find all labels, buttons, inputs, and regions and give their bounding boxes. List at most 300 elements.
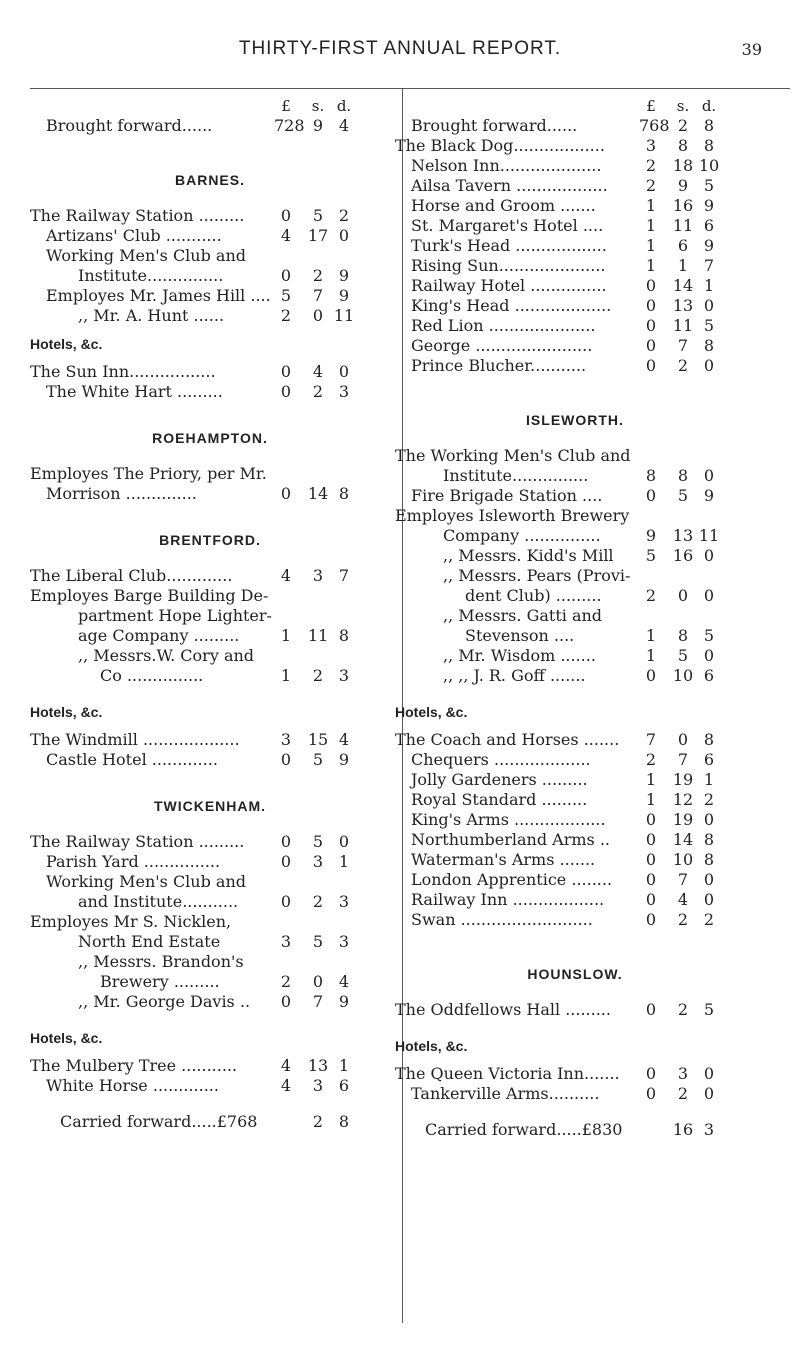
entry-shillings: 11 <box>672 216 694 235</box>
entry-pence: 8 <box>338 1112 350 1131</box>
section-heading-barnes: BARNES. <box>174 172 245 188</box>
ledger-row <box>395 850 755 870</box>
entry-label: Institute............... <box>78 266 224 285</box>
ledger-row <box>30 750 390 770</box>
hounslow-list <box>395 1000 755 1020</box>
entry-shillings: 11 <box>307 626 329 645</box>
entry-label: Brought forward...... <box>46 116 213 135</box>
entry-label: Royal Standard ......... <box>411 790 588 809</box>
ledger-row <box>395 256 755 276</box>
entry-shillings: 0 <box>677 586 689 605</box>
entry-pence: 11 <box>333 306 355 325</box>
entry-shillings: 18 <box>672 156 694 175</box>
entry-pence: 8 <box>703 730 715 749</box>
entry-label: ,, Mr. George Davis .. <box>78 992 251 1011</box>
entry-pounds: 8 <box>645 466 657 485</box>
units-header <box>395 96 755 116</box>
right-column <box>395 96 755 1140</box>
entry-shillings: 13 <box>672 526 694 545</box>
entry-label: The Railway Station ......... <box>30 206 245 225</box>
entry-label: The Windmill ................... <box>30 730 240 749</box>
entry-pounds: 0 <box>645 356 657 375</box>
entry-label: The Liberal Club............. <box>30 566 233 585</box>
entry-pounds: 5 <box>280 286 292 305</box>
entry-shillings: 8 <box>677 136 689 155</box>
entry-label: The Black Dog.................. <box>395 136 605 155</box>
entry-pounds: 1 <box>280 666 292 685</box>
entry-pence: 2 <box>703 910 715 929</box>
entry-pounds: 3 <box>645 136 657 155</box>
ledger-row <box>30 912 390 932</box>
entry-label: Northumberland Arms .. <box>411 830 610 849</box>
entry-shillings: 2 <box>677 910 689 929</box>
ledger-row <box>395 316 755 336</box>
ledger-row <box>30 266 390 286</box>
entry-pence: 8 <box>338 484 350 503</box>
entry-label: Swan .......................... <box>411 910 593 929</box>
entry-shillings: 2 <box>677 1084 689 1103</box>
entry-label: Horse and Groom ....... <box>411 196 596 215</box>
brought-forward-row <box>395 116 755 136</box>
entry-label: Turk's Head .................. <box>411 236 607 255</box>
ledger-row <box>395 870 755 890</box>
entry-pounds: 0 <box>280 992 292 1011</box>
ledger-row <box>30 832 390 852</box>
entry-shillings: 0 <box>677 730 689 749</box>
entry-shillings: 12 <box>672 790 694 809</box>
entry-shillings: 7 <box>677 870 689 889</box>
entry-shillings: 16 <box>672 1120 694 1139</box>
entry-label: The White Hart ......... <box>46 382 223 401</box>
ledger-row <box>395 216 755 236</box>
entry-pence: 0 <box>703 810 715 829</box>
entry-pounds: 0 <box>280 852 292 871</box>
entry-pence: 3 <box>338 932 350 951</box>
entry-pounds: 1 <box>645 646 657 665</box>
entry-label: The Queen Victoria Inn....... <box>395 1064 620 1083</box>
entry-pounds: 0 <box>645 1064 657 1083</box>
entry-label: The Oddfellows Hall ......... <box>395 1000 611 1019</box>
isleworth-list <box>395 446 755 686</box>
page-number: 39 <box>741 40 762 59</box>
hotels-subheading: Hotels, &c. <box>395 704 468 720</box>
ledger-row <box>395 730 755 750</box>
entry-pence: 7 <box>338 566 350 585</box>
ledger-row <box>395 790 755 810</box>
entry-pounds: 0 <box>645 830 657 849</box>
entry-pounds: 1 <box>645 196 657 215</box>
entry-shillings: 13 <box>307 1056 329 1075</box>
entry-label: Chequers ................... <box>411 750 591 769</box>
ledger-row <box>30 606 390 626</box>
entry-pence: 9 <box>703 236 715 255</box>
entry-shillings: 1 <box>677 256 689 275</box>
entry-pence: 0 <box>703 296 715 315</box>
entry-label: Fire Brigade Station .... <box>411 486 603 505</box>
entry-shillings: 3 <box>677 1064 689 1083</box>
entry-pounds: 9 <box>645 526 657 545</box>
entry-pounds: 0 <box>645 296 657 315</box>
ledger-row <box>395 136 755 156</box>
ledger-row <box>30 566 390 586</box>
ledger-row <box>30 286 390 306</box>
hotels-subheading: Hotels, &c. <box>30 336 103 352</box>
entry-label: The Working Men's Club and <box>395 446 631 465</box>
ledger-row <box>30 246 390 266</box>
entry-pounds: 2 <box>280 972 292 991</box>
shillings-unit: s. <box>311 97 325 115</box>
entry-shillings: 14 <box>672 276 694 295</box>
entry-shillings: 14 <box>307 484 329 503</box>
entry-shillings: 9 <box>312 116 324 135</box>
entry-pence: 4 <box>338 116 350 135</box>
entry-pence: 0 <box>703 586 715 605</box>
entry-pence: 0 <box>703 646 715 665</box>
entry-shillings: 5 <box>677 486 689 505</box>
entry-label: North End Estate <box>78 932 221 951</box>
entry-shillings: 0 <box>312 972 324 991</box>
entry-label: Parish Yard ............... <box>46 852 221 871</box>
left-column <box>30 96 390 1132</box>
entry-label: Brought forward...... <box>411 116 578 135</box>
entry-label: Stevenson .... <box>465 626 575 645</box>
entry-shillings: 6 <box>677 236 689 255</box>
entry-label: The Railway Station ......... <box>30 832 245 851</box>
entry-pounds: 1 <box>280 626 292 645</box>
entry-pence: 5 <box>703 176 715 195</box>
entry-shillings: 10 <box>672 850 694 869</box>
ledger-row <box>30 932 390 952</box>
entry-pounds: 0 <box>645 910 657 929</box>
entry-pounds: 0 <box>645 336 657 355</box>
entry-pounds: 0 <box>280 484 292 503</box>
ledger-row <box>30 362 390 382</box>
ledger-row <box>395 586 755 606</box>
ledger-row <box>395 810 755 830</box>
entry-pounds: 4 <box>280 226 292 245</box>
ledger-row <box>395 890 755 910</box>
hotels-subheading: Hotels, &c. <box>30 1030 103 1046</box>
entry-pence: 8 <box>703 116 715 135</box>
entry-pence: 5 <box>703 626 715 645</box>
entry-pence: 0 <box>338 362 350 381</box>
entry-label: Employes Barge Building De- <box>30 586 269 605</box>
brought-forward-row <box>30 116 390 136</box>
ledger-row <box>395 336 755 356</box>
entry-pence: 0 <box>703 870 715 889</box>
entry-pence: 11 <box>698 526 720 545</box>
entry-pence: 0 <box>703 466 715 485</box>
twickenham-list <box>30 832 390 1012</box>
units-header <box>30 96 390 116</box>
entry-shillings: 7 <box>677 750 689 769</box>
ledger-row <box>395 666 755 686</box>
ledger-row <box>395 466 755 486</box>
report-title: THIRTY-FIRST ANNUAL REPORT. <box>238 38 562 59</box>
entry-pence: 2 <box>703 790 715 809</box>
entry-label: ,, Messrs.W. Cory and <box>78 646 255 665</box>
entry-pounds: 3 <box>280 730 292 749</box>
entry-label: dent Club) ......... <box>465 586 602 605</box>
ledger-row <box>30 852 390 872</box>
entry-shillings: 9 <box>677 176 689 195</box>
entry-label: Institute............... <box>443 466 589 485</box>
entry-pence: 8 <box>703 830 715 849</box>
pence-unit: d. <box>701 97 717 115</box>
entry-pence: 0 <box>703 890 715 909</box>
ledger-row <box>395 486 755 506</box>
entry-shillings: 3 <box>312 1076 324 1095</box>
carried-forward-row <box>395 1120 755 1140</box>
ledger-row <box>395 356 755 376</box>
entry-pence: 10 <box>698 156 720 175</box>
ledger-row <box>395 1000 755 1020</box>
entry-label: Waterman's Arms ....... <box>411 850 596 869</box>
entry-label: age Company ......... <box>78 626 240 645</box>
page-header <box>0 38 800 68</box>
roehampton-list <box>30 464 390 504</box>
entry-shillings: 19 <box>672 810 694 829</box>
entry-label: Brewery ......... <box>100 972 220 991</box>
entry-pence: 9 <box>338 992 350 1011</box>
ledger-row <box>395 506 755 526</box>
entry-pounds: 0 <box>280 832 292 851</box>
entry-pence: 8 <box>703 850 715 869</box>
entry-pounds: 0 <box>645 890 657 909</box>
entry-label: King's Head ................... <box>411 296 612 315</box>
entry-label: Rising Sun..................... <box>411 256 606 275</box>
entry-label: The Sun Inn................. <box>30 362 216 381</box>
ledger-row <box>30 484 390 504</box>
entry-pence: 9 <box>703 486 715 505</box>
ledger-row <box>30 952 390 972</box>
ledger-row <box>395 910 755 930</box>
ledger-row <box>395 526 755 546</box>
entry-shillings: 5 <box>677 646 689 665</box>
ledger-row <box>395 566 755 586</box>
brentford-list <box>30 566 390 686</box>
entry-label: Carried forward.....£830 <box>425 1120 623 1139</box>
entry-shillings: 15 <box>307 730 329 749</box>
entry-pence: 7 <box>703 256 715 275</box>
entry-shillings: 2 <box>312 1112 324 1131</box>
section-heading-twickenham: TWICKENHAM. <box>153 798 267 814</box>
entry-pounds: 0 <box>280 382 292 401</box>
pounds-unit: £ <box>646 97 656 115</box>
entry-label: ,, ,, J. R. Goff ....... <box>443 666 586 685</box>
barnes-hotels-list <box>30 362 390 402</box>
entry-pence: 9 <box>703 196 715 215</box>
entry-pounds: 0 <box>280 266 292 285</box>
entry-pence: 9 <box>338 286 350 305</box>
entry-shillings: 2 <box>312 382 324 401</box>
entry-pounds: 0 <box>645 1084 657 1103</box>
entry-pence: 6 <box>703 666 715 685</box>
section-heading-brentford: BRENTFORD. <box>159 532 261 548</box>
entry-pounds: 1 <box>645 626 657 645</box>
entry-pounds: 1 <box>645 236 657 255</box>
entry-shillings: 2 <box>677 116 689 135</box>
entry-pounds: 0 <box>280 892 292 911</box>
entry-label: Castle Hotel ............. <box>46 750 218 769</box>
entry-label: Morrison .............. <box>46 484 197 503</box>
pounds-unit: £ <box>281 97 291 115</box>
ledger-row <box>30 226 390 246</box>
entry-pounds: 1 <box>645 770 657 789</box>
entry-shillings: 16 <box>672 546 694 565</box>
entry-shillings: 5 <box>312 206 324 225</box>
entry-label: King's Arms .................. <box>411 810 606 829</box>
entry-label: Jolly Gardeners ......... <box>411 770 588 789</box>
entry-pence: 3 <box>338 892 350 911</box>
entry-shillings: 7 <box>677 336 689 355</box>
ledger-row <box>395 296 755 316</box>
entry-label: Working Men's Club and <box>46 872 247 891</box>
entry-pence: 6 <box>703 216 715 235</box>
entry-label: Artizans' Club ........... <box>46 226 222 245</box>
hotels-subheading: Hotels, &c. <box>30 704 103 720</box>
entry-pounds: 0 <box>645 1000 657 1019</box>
ledger-row <box>30 382 390 402</box>
hounslow-hotels-list <box>395 1064 755 1104</box>
entry-label: Company ............... <box>443 526 601 545</box>
ledger-row <box>30 206 390 226</box>
entry-shillings: 5 <box>312 750 324 769</box>
entry-pounds: 1 <box>645 216 657 235</box>
entry-pounds: 768 <box>639 116 670 135</box>
entry-shillings: 4 <box>312 362 324 381</box>
entry-shillings: 3 <box>312 852 324 871</box>
entry-pounds: 0 <box>645 666 657 685</box>
entry-label: ,, Messrs. Kidd's Mill <box>443 546 614 565</box>
entry-shillings: 17 <box>307 226 329 245</box>
ledger-row <box>30 666 390 686</box>
entry-label: ,, Messrs. Brandon's <box>78 952 244 971</box>
ledger-row <box>395 546 755 566</box>
ledger-row <box>395 176 755 196</box>
entry-pence: 9 <box>338 750 350 769</box>
ledger-row <box>30 992 390 1012</box>
entry-pounds: 0 <box>645 276 657 295</box>
twickenham-hotels-list <box>30 1056 390 1096</box>
entry-label: White Horse ............. <box>46 1076 219 1095</box>
entry-pounds: 2 <box>645 750 657 769</box>
entry-pence: 1 <box>338 852 350 871</box>
entry-shillings: 0 <box>312 306 324 325</box>
barnes-list <box>30 206 390 326</box>
ledger-row <box>395 646 755 666</box>
entry-label: ,, Messrs. Gatti and <box>443 606 603 625</box>
entry-label: George ....................... <box>411 336 593 355</box>
section-heading-roehampton: ROEHAMPTON. <box>152 430 268 446</box>
entry-pounds: 3 <box>280 932 292 951</box>
entry-pounds: 4 <box>280 1056 292 1075</box>
entry-pounds: 1 <box>645 790 657 809</box>
section-heading-hounslow: HOUNSLOW. <box>527 966 623 982</box>
ledger-row <box>30 730 390 750</box>
entry-pence: 1 <box>703 770 715 789</box>
entry-shillings: 3 <box>312 566 324 585</box>
ledger-row <box>30 972 390 992</box>
ledger-row <box>395 196 755 216</box>
entry-label: Ailsa Tavern .................. <box>411 176 608 195</box>
entry-label: ,, Mr. A. Hunt ...... <box>78 306 225 325</box>
pence-unit: d. <box>336 97 352 115</box>
entry-pence: 3 <box>338 382 350 401</box>
entry-label: The Mulbery Tree ........... <box>30 1056 238 1075</box>
entry-label: Employes Mr S. Nicklen, <box>30 912 232 931</box>
entry-shillings: 2 <box>677 356 689 375</box>
ledger-row <box>395 276 755 296</box>
ledger-row <box>30 646 390 666</box>
entry-label: The Coach and Horses ....... <box>395 730 620 749</box>
entry-shillings: 7 <box>312 992 324 1011</box>
entry-pounds: 728 <box>274 116 305 135</box>
entry-label: partment Hope Lighter- <box>78 606 272 625</box>
shillings-unit: s. <box>676 97 690 115</box>
entry-label: Tankerville Arms.......... <box>411 1084 600 1103</box>
ledger-row <box>395 626 755 646</box>
ledger-row <box>395 750 755 770</box>
entry-shillings: 19 <box>672 770 694 789</box>
ledger-row <box>30 306 390 326</box>
entry-pounds: 2 <box>645 176 657 195</box>
entry-pence: 4 <box>338 972 350 991</box>
entry-pence: 4 <box>338 730 350 749</box>
entry-pounds: 4 <box>280 1076 292 1095</box>
entry-pounds: 7 <box>645 730 657 749</box>
ledger-row <box>395 830 755 850</box>
entry-pounds: 0 <box>645 316 657 335</box>
entry-pounds: 5 <box>645 546 657 565</box>
entry-pence: 2 <box>338 206 350 225</box>
entry-shillings: 11 <box>672 316 694 335</box>
ledger-row <box>395 770 755 790</box>
entry-label: Employes Mr. James Hill .... <box>46 286 271 305</box>
ledger-row <box>395 606 755 626</box>
entry-pence: 5 <box>703 1000 715 1019</box>
entry-pounds: 0 <box>280 206 292 225</box>
ledger-row <box>30 626 390 646</box>
entry-label: St. Margaret's Hotel .... <box>411 216 604 235</box>
entry-label: Employes Isleworth Brewery <box>395 506 630 525</box>
entry-shillings: 5 <box>312 832 324 851</box>
header-rule <box>30 88 790 89</box>
entry-label: and Institute........... <box>78 892 239 911</box>
entry-pence: 9 <box>338 266 350 285</box>
entry-label: Red Lion ..................... <box>411 316 596 335</box>
entry-shillings: 10 <box>672 666 694 685</box>
brentford-hotels-list <box>30 730 390 770</box>
entry-pounds: 0 <box>645 486 657 505</box>
section-heading-isleworth: ISLEWORTH. <box>526 412 624 428</box>
ledger-row <box>395 446 755 466</box>
entry-pounds: 0 <box>280 362 292 381</box>
hotels-subheading: Hotels, &c. <box>395 1038 468 1054</box>
isleworth-hotels-list <box>395 730 755 930</box>
entry-pence: 0 <box>338 226 350 245</box>
entry-label: Railway Hotel ............... <box>411 276 607 295</box>
entry-pence: 5 <box>703 316 715 335</box>
ledger-row <box>30 892 390 912</box>
entry-label: ,, Mr. Wisdom ....... <box>443 646 596 665</box>
ledger-row <box>395 1084 755 1104</box>
entry-label: Nelson Inn.................... <box>411 156 602 175</box>
entry-label: Prince Blucher........... <box>411 356 587 375</box>
entry-pounds: 0 <box>645 810 657 829</box>
ledger-row <box>30 1076 390 1096</box>
ledger-row <box>30 1056 390 1076</box>
